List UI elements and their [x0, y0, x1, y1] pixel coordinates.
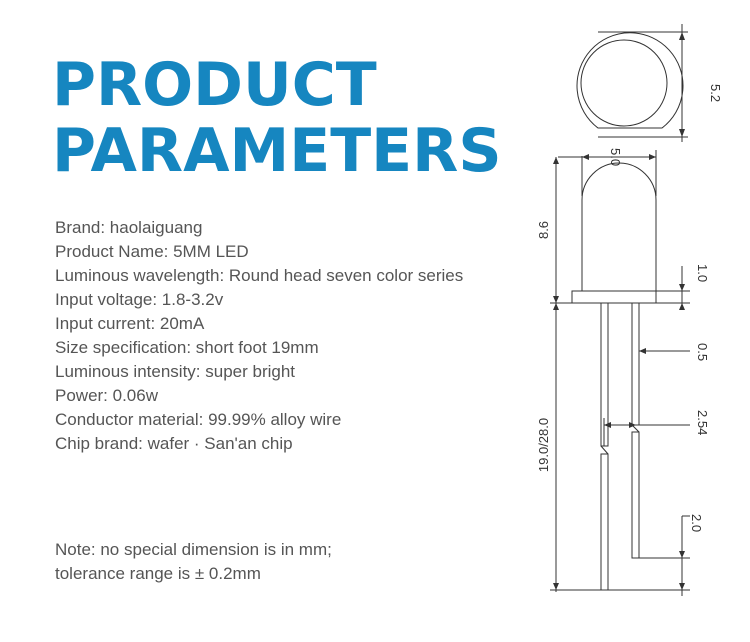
note-line-2: tolerance range is ± 0.2mm [55, 564, 261, 583]
spec-item-input-current: Input current: 20mA [55, 314, 205, 333]
dim-label-lead-length: 19.0/28.0 [536, 417, 551, 473]
dim-label-lead-width: 0.5 [695, 343, 710, 362]
spec-item-input-voltage: Input voltage: 1.8-3.2v [55, 290, 224, 309]
spec-item-chip-brand: Chip brand: wafer · San'an chip [55, 434, 293, 453]
dim-label-flange-diameter: 5.2 [708, 84, 723, 103]
title-line-2: PARAMETERS [52, 116, 502, 186]
spec-item-conductor: Conductor material: 99.99% alloy wire [55, 410, 342, 429]
dim-label-lead-step: 2.0 [689, 514, 704, 533]
dim-label-body-diameter: 5.0 [608, 148, 623, 167]
spec-item-size: Size specification: short foot 19mm [55, 338, 319, 357]
spec-item-intensity: Luminous intensity: super bright [55, 362, 296, 381]
spec-item-wavelength: Luminous wavelength: Round head seven color series [55, 266, 464, 285]
spec-item-power: Power: 0.06w [55, 386, 158, 405]
title-line-1: PRODUCT [52, 50, 377, 120]
spec-item-brand: Brand: haolaiguang [55, 218, 203, 237]
dim-label-lead-pitch: 2.54 [695, 410, 710, 436]
note-line-1: Note: no special dimension is in mm; [55, 540, 332, 559]
dim-label-body-height: 8.6 [536, 220, 551, 240]
spec-item-product-name: Product Name: 5MM LED [55, 242, 249, 261]
dim-label-flange-height: 1.0 [695, 264, 710, 283]
led-side-view [550, 150, 690, 596]
led-top-view [577, 24, 688, 142]
